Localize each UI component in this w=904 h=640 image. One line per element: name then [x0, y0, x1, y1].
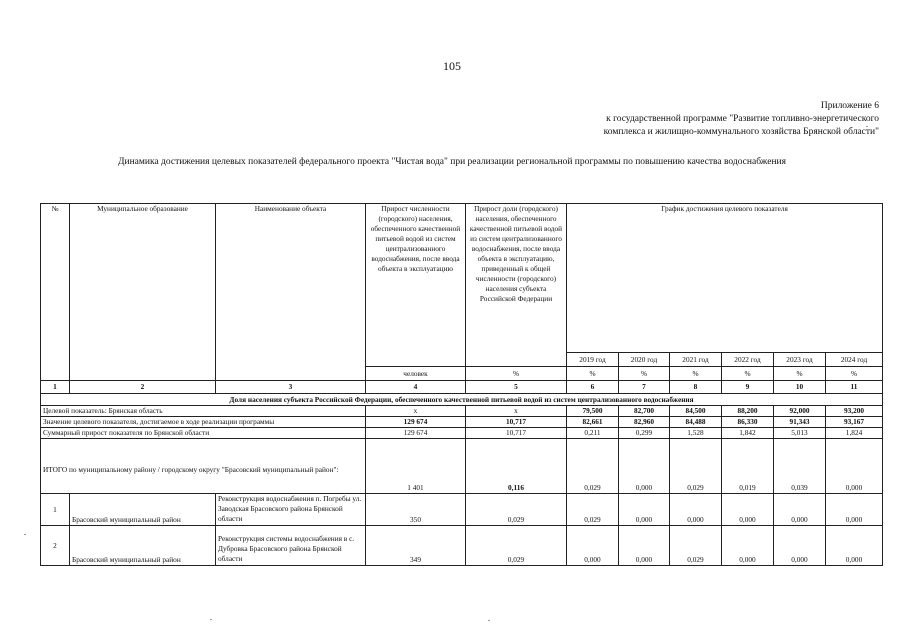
appendix-line-2: к государственной программе "Развитие топливно-энергетического	[606, 114, 879, 124]
column-number-row	[41, 381, 883, 394]
appendix-line-3: комплекса и жилищно-коммунального хозяйства Брянской области"	[603, 127, 879, 137]
summary-people: х	[366, 406, 466, 417]
column-number: 7	[619, 381, 670, 394]
scan-speck	[866, 126, 868, 127]
row-value: 0,029	[670, 526, 722, 566]
summary-share: х	[466, 406, 567, 417]
summary-value: 93,167	[826, 417, 883, 428]
column-number: 2	[70, 381, 216, 394]
total-value: 0,029	[567, 439, 619, 494]
total-value: 0,000	[619, 439, 670, 494]
unit-percent: %	[826, 367, 883, 381]
summary-value: 0,299	[619, 428, 670, 439]
summary-value: 5,013	[774, 428, 826, 439]
summary-value: 0,211	[567, 428, 619, 439]
row-value: 0,000	[774, 494, 826, 526]
total-label: ИТОГО по муниципальному району / городскому округу "Брасовский муниципальный район":	[41, 439, 366, 494]
total-people: 1 401	[366, 439, 466, 494]
total-value: 0,019	[722, 439, 774, 494]
unit-percent: %	[774, 367, 826, 381]
row-value: 0,000	[774, 526, 826, 566]
unit-percent: %	[619, 367, 670, 381]
header-num: №	[41, 204, 70, 381]
row-share: 0,029	[466, 526, 567, 566]
header-pop-growth: Прирост численности (городского) населения, обеспеченного качественной питьевой водой из систем централизованного водоснабжения, после ввода объекта в эксплуатацию	[366, 204, 466, 367]
summary-value: 82,661	[567, 417, 619, 428]
total-value: 0,039	[774, 439, 826, 494]
row-people: 350	[366, 494, 466, 526]
unit-people: человек	[366, 367, 466, 381]
summary-value: 93,200	[826, 406, 883, 417]
header-object: Наименование объекта	[216, 204, 366, 381]
summary-label: Значение целевого показателя, достигаемое в ходе реализации программы	[41, 417, 366, 428]
header-municipality: Муниципальное образование	[70, 204, 216, 381]
row-value: 0,000	[567, 526, 619, 566]
total-value: 0,029	[670, 439, 722, 494]
row-share: 0,029	[466, 494, 567, 526]
year-header: 2021 год	[670, 353, 722, 367]
appendix-block	[604, 100, 879, 139]
row-value: 0,000	[619, 526, 670, 566]
year-header: 2020 год	[619, 353, 670, 367]
table-row	[41, 526, 883, 566]
appendix-line-1: Приложение 6	[820, 101, 879, 111]
summary-value: 84,488	[670, 417, 722, 428]
header-schedule: График достижения целевого показателя	[567, 204, 883, 353]
row-value: 0,000	[670, 494, 722, 526]
section-title: Доля населения субъекта Российской Федерации, обеспеченного качественной питьевой водой из систем централизованного водоснабжения	[41, 394, 883, 406]
indicator-table	[40, 203, 883, 566]
row-value: 0,000	[826, 494, 883, 526]
row-value: 0,000	[826, 526, 883, 566]
row-municipality: Брасовский муниципальный район	[70, 526, 216, 566]
column-number: 6	[567, 381, 619, 394]
summary-value: 84,500	[670, 406, 722, 417]
year-header: 2019 год	[567, 353, 619, 367]
row-value: 0,000	[619, 494, 670, 526]
total-row	[41, 439, 883, 494]
summary-value: 91,343	[774, 417, 826, 428]
summary-row-target	[41, 406, 883, 417]
summary-value: 82,700	[619, 406, 670, 417]
summary-share: 10,717	[466, 428, 567, 439]
summary-value: 88,200	[722, 406, 774, 417]
summary-label: Суммарный прирост показателя по Брянской области	[41, 428, 366, 439]
column-number: 3	[216, 381, 366, 394]
year-header: 2024 год	[826, 353, 883, 367]
column-number: 4	[366, 381, 466, 394]
header-share-growth: Прирост доли (городского) населения, обеспеченного качественной питьевой водой из систем централизованного водоснабжения, после ввода объекта в эксплуатацию, приведенный к общей численности (городского) населения субъекта Российской Федерации	[466, 204, 567, 367]
total-value: 0,000	[826, 439, 883, 494]
unit-percent: %	[722, 367, 774, 381]
column-number: 1	[41, 381, 70, 394]
document-title: Динамика достижения целевых показателей федерального проекта "Чистая вода" при реализации региональной программы по повышению качества водоснабжения	[118, 157, 786, 167]
summary-value: 92,000	[774, 406, 826, 417]
summary-value: 82,960	[619, 417, 670, 428]
scan-speck	[24, 534, 26, 535]
summary-row-increase	[41, 428, 883, 439]
column-number: 10	[774, 381, 826, 394]
year-header: 2023 год	[774, 353, 826, 367]
year-header: 2022 год	[722, 353, 774, 367]
summary-people: 129 674	[366, 417, 466, 428]
summary-value: 79,500	[567, 406, 619, 417]
row-value: 0,029	[567, 494, 619, 526]
scan-speck	[210, 619, 212, 620]
row-number: 2	[41, 526, 70, 566]
column-number: 9	[722, 381, 774, 394]
table-row	[41, 494, 883, 526]
unit-percent: %	[670, 367, 722, 381]
column-number: 5	[466, 381, 567, 394]
summary-label: Целевой показатель: Брянская область	[41, 406, 366, 417]
row-municipality: Брасовский муниципальный район	[70, 494, 216, 526]
row-value: 0,000	[722, 526, 774, 566]
row-object: Реконструкция системы водоснабжения в с. Дубровка Брасовского района Брянской области	[216, 526, 366, 566]
total-share: 0,116	[466, 439, 567, 494]
summary-value: 1,528	[670, 428, 722, 439]
summary-value: 1,824	[826, 428, 883, 439]
unit-percent: %	[567, 367, 619, 381]
row-value: 0,000	[722, 494, 774, 526]
summary-share: 10,717	[466, 417, 567, 428]
summary-row-achieved	[41, 417, 883, 428]
row-number: 1	[41, 494, 70, 526]
column-number: 8	[670, 381, 722, 394]
scan-speck	[488, 620, 490, 621]
row-object: Реконструкция водоснабжения п. Погребы ул. Заводская Брасовского района Брянской области	[216, 494, 366, 526]
summary-value: 1,842	[722, 428, 774, 439]
row-people: 349	[366, 526, 466, 566]
page-number: 105	[443, 59, 461, 73]
unit-percent: %	[466, 367, 567, 381]
summary-value: 86,330	[722, 417, 774, 428]
summary-people: 129 674	[366, 428, 466, 439]
column-number: 11	[826, 381, 883, 394]
